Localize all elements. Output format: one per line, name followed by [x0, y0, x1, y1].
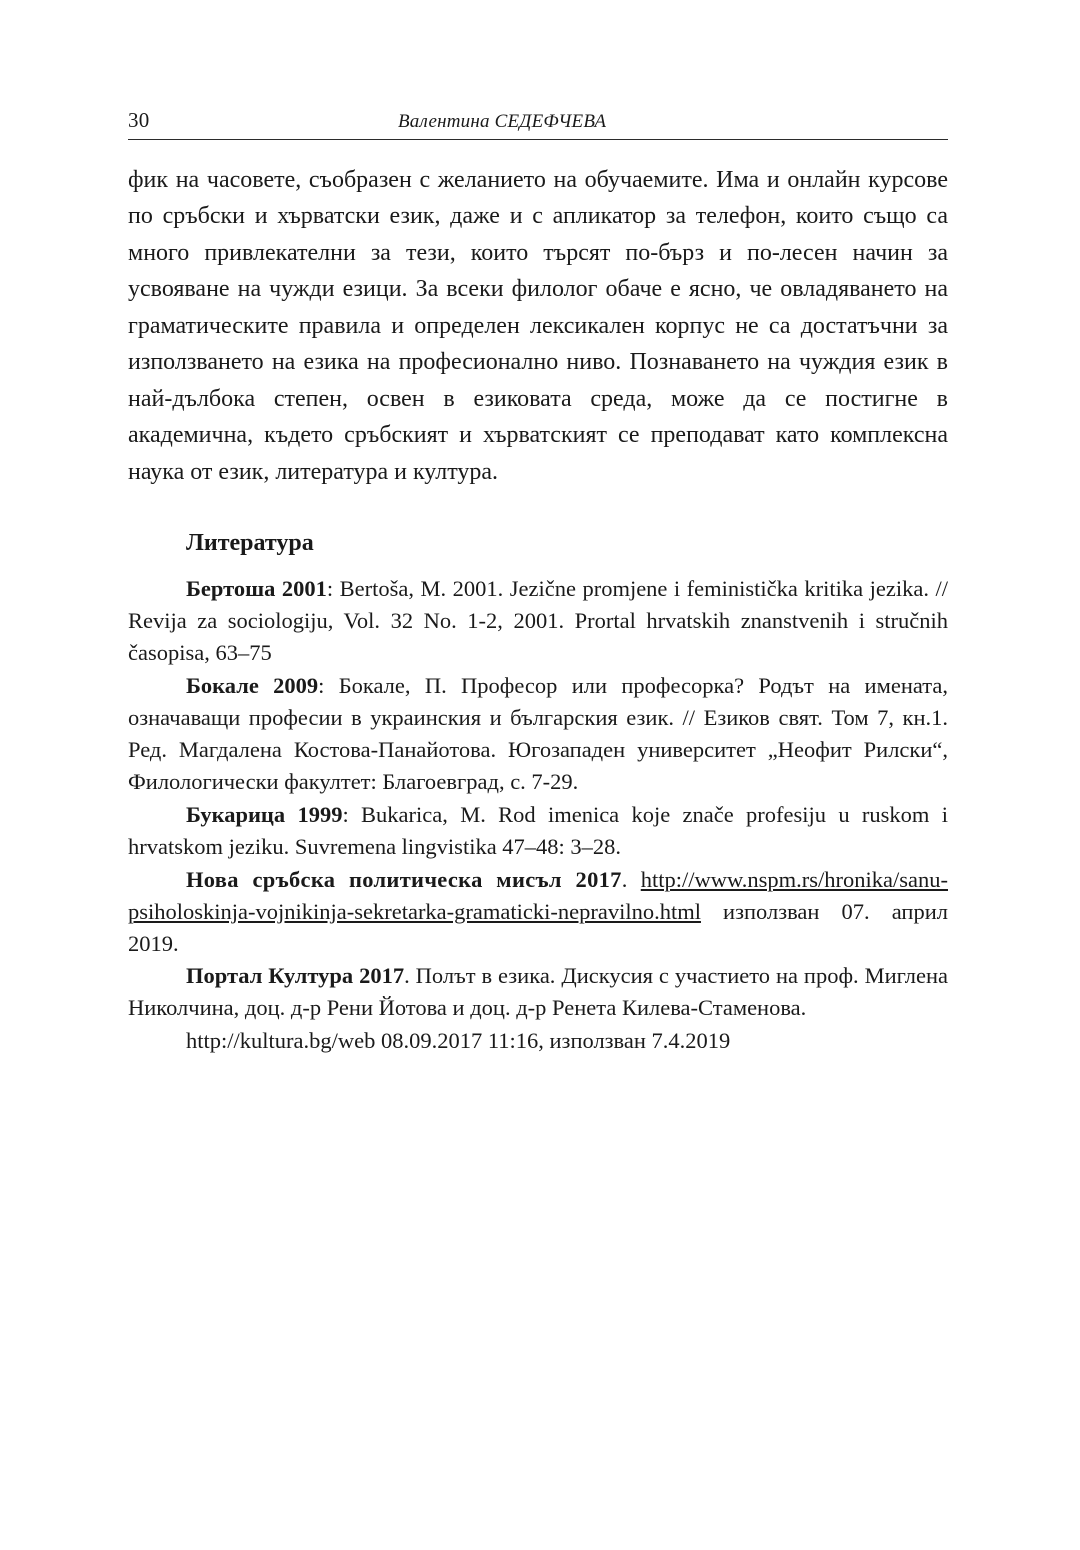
reference-label: Букарица 1999 [186, 801, 343, 827]
reference-separator: : [326, 576, 334, 602]
reference-item [128, 864, 948, 960]
reference-label: Бертоша 2001 [186, 576, 327, 602]
running-head [128, 108, 948, 140]
reference-label: Портал Култура 2017 [186, 963, 405, 989]
reference-text: Bertoša, M. 2001. Jezične promjene i feministička kritika jezika. // Revija za sociologiju, Vol. 32 No. 1-2, 2001. Prortal hrvatskih znanstvenih i stručnih časopisa, 63–75 [128, 576, 948, 666]
body-paragraph: фик на часовете, съобразен с желанието на обучаемите. Има и онлайн курсове по сръбски и хърватски език, даже и с апликатор за телефон, които също са много привлекателни за тези, които търсят по-бърз и по-лесен начин за усвояване на чужди езици. За всеки филолог обаче е ясно, че овладяването на граматическите правила и определен лексикален корпус не са достатъчни за използването на езика на професионално ниво. Познаването на чуждия език в най-дълбока степен, освен в езиковата среда, може да се постигне в академична, където сръбският и хърватският се преподават като комплексна наука от език, литература и култура. [128, 167, 948, 485]
running-title: Валентина СЕДЕФЧЕВА [398, 111, 607, 132]
page-number: 30 [128, 108, 150, 132]
reference-separator: : [318, 673, 325, 699]
reference-url-link[interactable]: http://www.nspm.rs/hronika/sanu-psiholoskinja-vojnikinja-sekretarka-gramaticki-nepravilno.html [128, 866, 948, 924]
reference-item [128, 573, 948, 669]
reference-text: Bukarica, M. Rod imenica koje znače profesiju u ruskom i hrvatskom jeziku. Suvremena lingvistika 47–48: 3–28. [128, 801, 948, 859]
references-list [128, 573, 948, 1057]
reference-item [128, 670, 948, 798]
reference-item [128, 960, 948, 1024]
reference-label: Бокале 2009 [186, 673, 319, 699]
reference-separator: . [404, 963, 410, 989]
reference-separator: : [342, 801, 349, 827]
reference-label: Нова сръбска политическа мисъл 2017 [186, 866, 622, 892]
page-content [128, 108, 948, 1058]
reference-trailing-line: http://kultura.bg/web 08.09.2017 11:16, използван 7.4.2019 [186, 1028, 731, 1054]
reference-text: Бокале, П. Професор или професорка? Родът на имената, означаващи професии в украинския и българския език. // Езиков свят. Том 7, кн.1. Ред. Магдалена Костова-Панайотова. Югозападен университет „Неофит Рилски“, Филологически факултет: Благоевград, с. 7-29. [128, 673, 948, 794]
reference-item [128, 799, 948, 863]
reference-text: Полът в езика. Дискусия с участието на проф. Миглена Николчина, доц. д-р Рени Йотова и доц. д-р Ренета Килева-Стаменова. [128, 963, 948, 1021]
reference-text: използван 07. април 2019. [128, 898, 948, 956]
references-heading: Литература [186, 530, 314, 557]
reference-separator: . [621, 866, 628, 892]
